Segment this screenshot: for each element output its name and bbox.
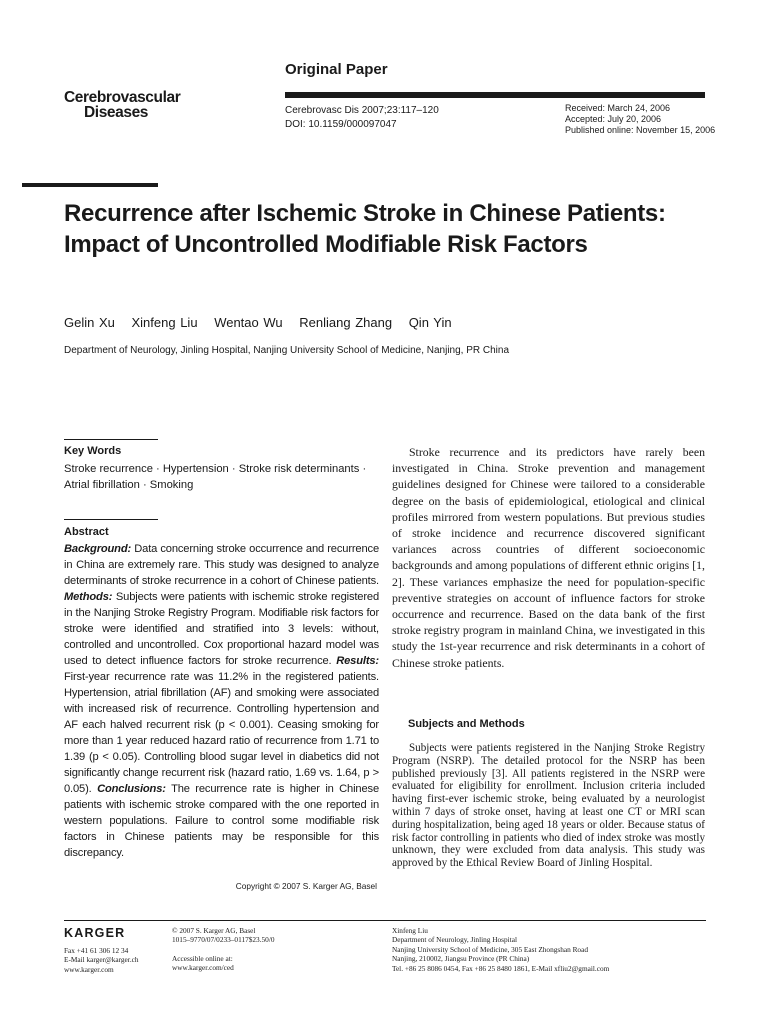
keywords-rule (64, 439, 158, 440)
title-rule (22, 183, 158, 187)
abstract-conclusions-label: Conclusions: (97, 783, 166, 795)
publication-info (172, 926, 275, 973)
journal-logo (64, 90, 180, 120)
author: Wentao Wu (214, 315, 283, 330)
abstract-methods-label: Methods: (64, 591, 113, 603)
abstract-methods: Subjects were patients with ischemic stroke registered in the Nanjing Stroke Registry Program. Modifiable risk factors for stroke were identified and stratified into 3 levels: without, controlled and uncontrolled. Cox proportional hazard model was used to detect influence factors for stroke recurrence. (64, 591, 380, 667)
publisher-web[interactable]: www.karger.com (64, 964, 114, 974)
paper-type: Original Paper (285, 61, 388, 78)
corr-contact: Tel. +86 25 8086 0454, Fax +86 25 8480 1861, E-Mail xfliu2@gmail.com (392, 963, 610, 973)
date-published: Published online: November 15, 2006 (565, 125, 716, 135)
citation-journal: Cerebrovasc Dis 2007;23:117–120 (285, 105, 439, 116)
publisher-email[interactable]: E-Mail karger@karger.ch (64, 955, 139, 965)
header-rule (285, 92, 705, 98)
author-list (64, 315, 464, 330)
publisher-fax: Fax +41 61 306 12 34 (64, 946, 129, 955)
subjects-methods-paragraph: Subjects were patients registered in the Nanjing Stroke Registry Program (NSRP). The detailed protocol for the NSRP has been published previously [3]. All patients registered in the NSRP were evaluated for eligibility for enrollment. Inclusion criteria included having first-ever ischemic stroke, being evaluated by a neurologist within 7 days of stroke onset, having at least one CT or MRI scan during hospitalization, being aged 18 years or older. Because status of risk factor controlling in patients who died of index stroke was mostly unknown, they were excluded from data analysis. This study was approved by the Ethical Review Board of Jinling Hospital. (392, 742, 705, 870)
date-accepted: Accepted: July 20, 2006 (565, 114, 662, 124)
section-heading-subjects-methods: Subjects and Methods (408, 718, 525, 730)
abstract-body (64, 541, 379, 861)
online-url[interactable]: www.karger.com/ced (172, 963, 234, 973)
publisher-contact (64, 946, 139, 974)
affiliation: Department of Neurology, Jinling Hospital, Nanjing University School of Medicine, Nanjing, PR China (64, 345, 510, 356)
copyright-notice: Copyright © 2007 S. Karger AG, Basel (235, 881, 377, 891)
online-label: Accessible online at: (172, 953, 233, 963)
article-dates (565, 103, 715, 136)
introduction-paragraph: Stroke recurrence and its predictors have rarely been investigated in China. Stroke prevention and management guidelines designed for Chinese were tailored to a considerable degree on the basis of epidemiological, etiological and clinical profiles mirrored from western populations. But previous studies of stroke incidence and recurrence discovered significant variances across countries of different socioeconomic backgrounds and among populations of different ethnic origins [1, 2]. These variances emphasize the need for population-specific preventive strategies on account of influence factors for stroke occurrence and recurrence. Based on the data bank of the first stroke registry program in mainland China, we investigated in this study the 1st-year recurrence and risk determinants in a cohort of Chinese stroke patients. (392, 445, 705, 670)
author: Xinfeng Liu (131, 315, 198, 330)
correspondence-address (392, 926, 609, 973)
corr-name: Xinfeng Liu (392, 926, 428, 935)
date-received: Received: March 24, 2006 (565, 103, 671, 113)
abstract-background-label: Background: (64, 543, 132, 555)
journal-name-line1: Cerebrovascular (64, 89, 181, 106)
abstract-heading: Abstract (64, 526, 109, 538)
corr-city: Nanjing, 210002, Jiangsu Province (PR China) (392, 954, 530, 964)
publisher-logo: KARGER (64, 926, 126, 940)
publication-issn: 1015–9770/07/0233–0117$23.50/0 (172, 935, 275, 945)
corr-school: Nanjing University School of Medicine, 305 East Zhongshan Road (392, 944, 588, 954)
citation (285, 104, 439, 132)
abstract-background: Data concerning stroke occurrence and recurrence in China are extremely rare. This study was designed to analyze determinants of stroke recurrence in a cohort of Chinese patients. (64, 543, 379, 587)
author: Renliang Zhang (299, 315, 393, 330)
abstract-results: First-year recurrence rate was 11.2% in the registered patients. Hypertension, atrial fibrillation (AF) and smoking were associated with increased risk of recurrence. Controlling hypertension and AF each halved recurrent risk (p < 0.001). Ceasing smoking for more than 1 year reduced hazard ratio of recurrence from 1.71 to 1.39 (p < 0.05). Controlling blood sugar level in diabetics did not significantly change recurrent risk (hazard ratio, 1.69 vs. 1.64, p > 0.05). (64, 671, 379, 795)
journal-name-line2: Diseases (84, 104, 149, 121)
publication-copyright: © 2007 S. Karger AG, Basel (172, 926, 256, 935)
footer-rule (64, 920, 706, 921)
abstract-rule (64, 519, 158, 520)
paper-title: Recurrence after Ischemic Stroke in Chinese Patients: Impact of Uncontrolled Modifiable Risk Factors (64, 200, 666, 258)
abstract-results-label: Results: (336, 655, 379, 667)
author: Gelin Xu (64, 315, 115, 330)
author: Qin Yin (408, 315, 452, 330)
corr-dept: Department of Neurology, Jinling Hospital (392, 935, 517, 945)
citation-doi[interactable]: DOI: 10.1159/000097047 (285, 119, 397, 130)
abstract-conclusions: The recurrence rate is higher in Chinese patients with ischemic stroke compared with the one reported in western populations. Failure to control some modifiable risk factors in Chinese patients may be responsible for this discrepancy. (64, 783, 379, 859)
keywords-text: Stroke recurrence · Hypertension · Stroke risk determinants · Atrial fibrillation · Smoking (64, 463, 367, 491)
keywords-heading: Key Words (64, 445, 122, 457)
